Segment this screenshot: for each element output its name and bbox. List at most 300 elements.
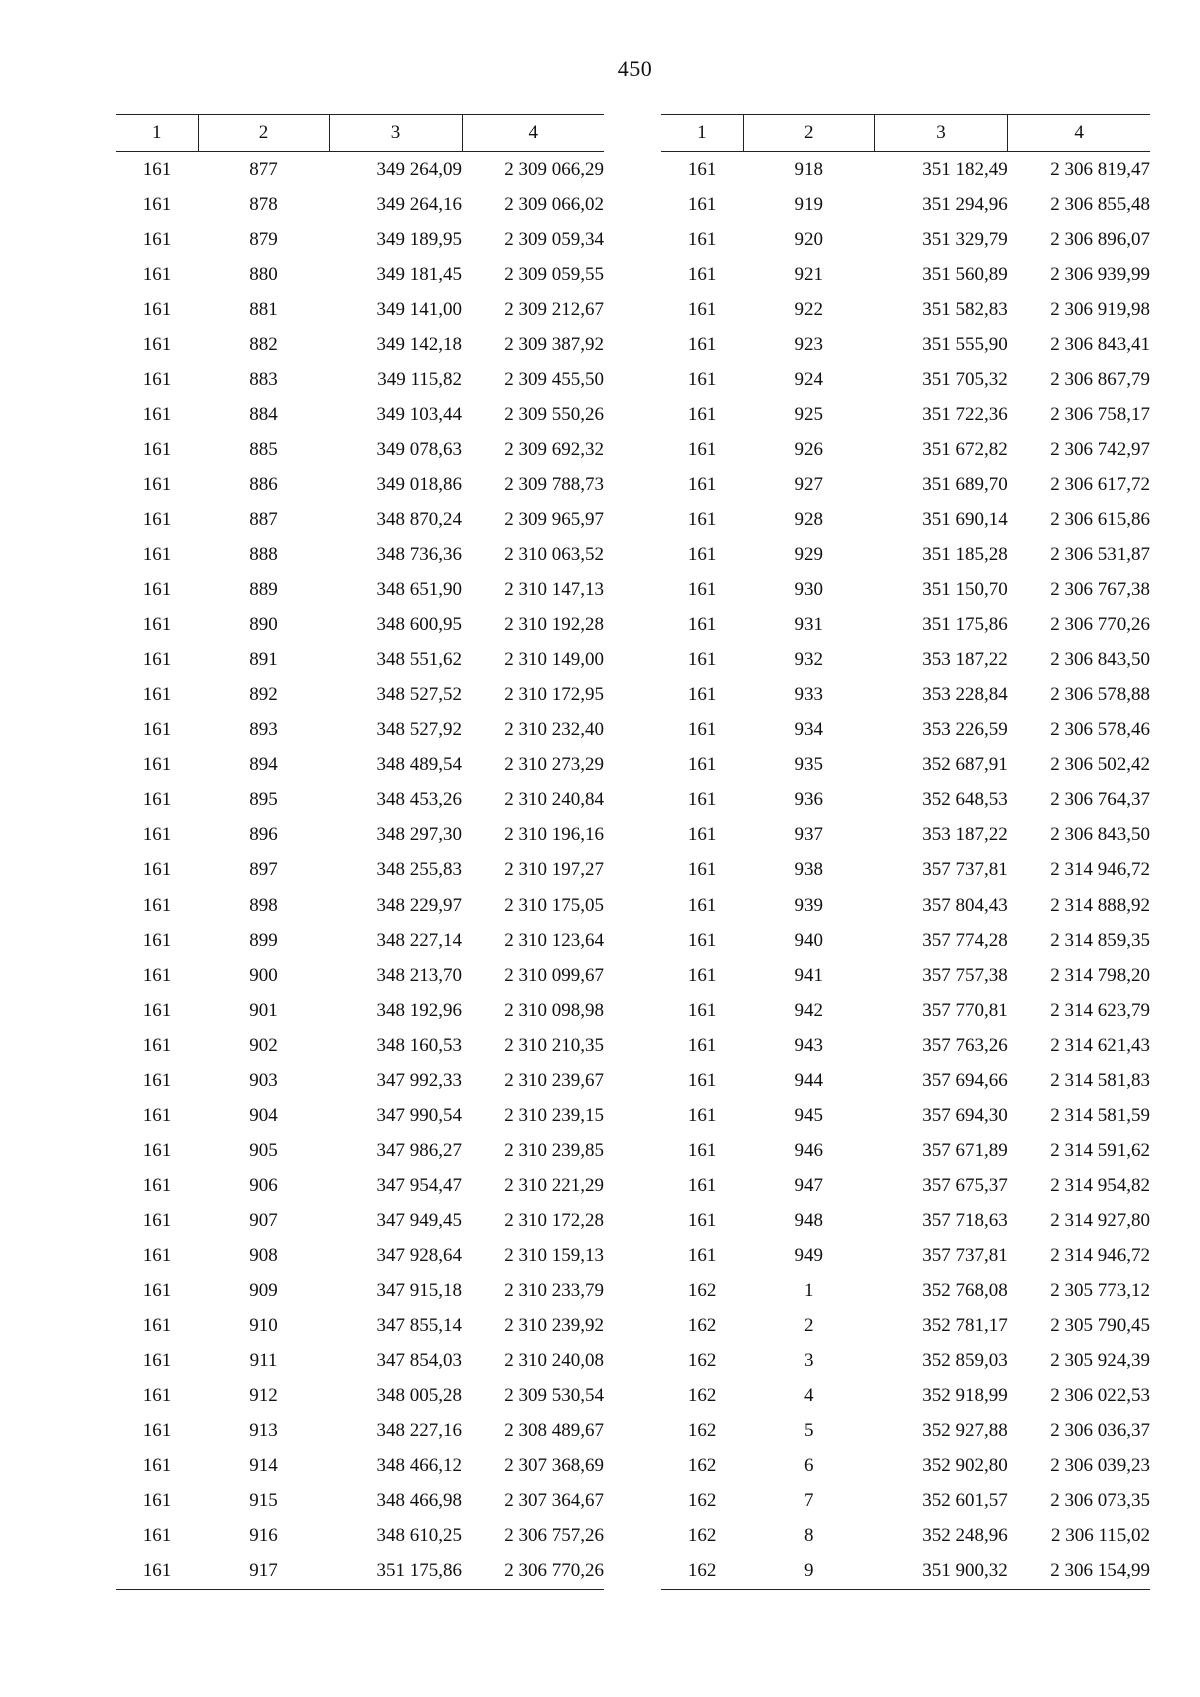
cell-coordinate-y: 2 306 615,86 [1050,508,1150,530]
cell-coordinate-x: 348 227,14 [376,929,462,951]
cell-polygon-number: 162 [687,1280,717,1302]
cell-coordinate-y: 2 314 591,62 [1050,1139,1150,1161]
cell-polygon-number: 161 [687,579,717,601]
cell-polygon-number: 161 [142,298,172,320]
cell-polygon-number: 161 [142,1525,172,1547]
cell-point-number: 917 [198,1554,329,1590]
cell-coordinate-x: 348 227,16 [376,1420,462,1442]
cell-coordinate-y: 2 306 843,50 [1050,649,1150,671]
column-header: 1 [661,115,743,152]
table-row [661,1379,1150,1414]
cell-point-number: 907 [249,1209,278,1231]
cell-polygon-number: 161 [142,824,172,846]
table-row [661,467,1150,502]
table-row [116,1484,604,1519]
cell-point-number: 892 [249,684,278,706]
cell-point-number: 6 [804,1455,814,1477]
cell-polygon-number: 161 [116,1554,198,1590]
cell-polygon-number: 161 [142,1490,172,1512]
cell-point-number: 936 [794,789,824,811]
cell-polygon-number: 161 [687,1034,717,1056]
cell-coordinate-y: 2 314 621,43 [1050,1034,1150,1056]
cell-polygon-number: 161 [142,649,172,671]
cell-coordinate-x: 351 175,86 [922,614,1008,636]
cell-coordinate-y: 2 306 896,07 [1050,228,1150,250]
table-row [116,1063,604,1098]
cell-coordinate-x: 348 297,30 [376,824,462,846]
cell-coordinate-x: 351 672,82 [922,438,1008,460]
cell-coordinate-y: 2 309 692,32 [504,438,604,460]
cell-coordinate-y: 2 314 888,92 [1050,894,1150,916]
cell-coordinate-y: 2 314 927,80 [1050,1209,1150,1231]
cell-coordinate-x: 357 694,30 [922,1104,1008,1126]
cell-polygon-number: 161 [142,789,172,811]
cell-polygon-number: 161 [687,473,717,495]
cell-polygon-number: 161 [142,1034,172,1056]
table-row [116,1379,604,1414]
cell-coordinate-x: 347 954,47 [376,1174,462,1196]
cell-coordinate-x: 351 175,86 [329,1554,462,1590]
cell-coordinate-y: 2 310 063,52 [504,544,604,566]
table-row [661,1344,1150,1379]
cell-coordinate-x: 348 527,92 [376,719,462,741]
cell-coordinate-x: 347 949,45 [376,1209,462,1231]
cell-coordinate-y: 2 310 099,67 [504,964,604,986]
cell-coordinate-y: 2 306 819,47 [1050,158,1150,180]
table-row [661,292,1150,327]
cell-point-number: 919 [794,193,824,215]
cell-coordinate-x: 348 870,24 [376,508,462,530]
column-header: 2 [198,115,329,152]
cell-coordinate-x: 348 527,52 [376,684,462,706]
cell-polygon-number: 161 [142,684,172,706]
cell-coordinate-x: 349 078,63 [376,438,462,460]
cell-point-number: 911 [249,1350,278,1372]
cell-polygon-number: 161 [142,1455,172,1477]
cell-point-number: 4 [804,1385,814,1407]
cell-coordinate-x: 349 115,82 [377,368,462,390]
table-row [661,1098,1150,1133]
cell-coordinate-y: 2 314 623,79 [1050,999,1150,1021]
cell-coordinate-x: 348 551,62 [376,649,462,671]
table-row [116,783,604,818]
cell-coordinate-x: 357 763,26 [922,1034,1008,1056]
cell-coordinate-y: 2 308 489,67 [504,1420,604,1442]
cell-polygon-number: 161 [687,368,717,390]
cell-coordinate-x: 348 466,12 [376,1455,462,1477]
cell-coordinate-y: 2 306 767,38 [1050,579,1150,601]
cell-point-number: 938 [794,859,824,881]
cell-coordinate-y: 2 309 530,54 [504,1385,604,1407]
table-row [661,1484,1150,1519]
table-row [661,643,1150,678]
cell-coordinate-x: 352 601,57 [922,1490,1008,1512]
table-row [661,1554,1150,1590]
table-row [116,1203,604,1238]
cell-coordinate-y: 2 305 924,39 [1050,1350,1150,1372]
cell-coordinate-y: 2 306 022,53 [1050,1385,1150,1407]
table-row [661,1063,1150,1098]
cell-polygon-number: 162 [687,1315,717,1337]
cell-coordinate-x: 357 675,37 [922,1174,1008,1196]
cell-point-number: 887 [249,508,278,530]
table-row [661,958,1150,993]
cell-coordinate-x: 348 192,96 [376,999,462,1021]
cell-coordinate-x: 351 329,79 [922,228,1008,250]
cell-point-number: 943 [794,1034,824,1056]
cell-polygon-number: 161 [687,929,717,951]
table-row [661,187,1150,222]
cell-point-number: 891 [249,649,278,671]
table-row [661,1449,1150,1484]
cell-point-number: 904 [249,1104,278,1126]
column-header: 2 [743,115,874,152]
cell-coordinate-y: 2 310 192,28 [504,614,604,636]
cell-polygon-number: 161 [687,438,717,460]
cell-polygon-number: 161 [142,1139,172,1161]
cell-point-number: 885 [249,438,278,460]
cell-coordinate-y: 2 310 232,40 [504,719,604,741]
cell-point-number: 910 [249,1315,278,1337]
cell-polygon-number: 161 [687,1139,717,1161]
cell-polygon-number: 161 [142,1244,172,1266]
cell-coordinate-y: 2 310 239,85 [504,1139,604,1161]
cell-point-number: 893 [249,719,278,741]
cell-polygon-number: 161 [687,228,717,250]
cell-coordinate-x: 351 560,89 [922,263,1008,285]
table-row [116,1344,604,1379]
cell-point-number: 1 [804,1280,814,1302]
cell-coordinate-x: 351 182,49 [922,158,1008,180]
table-row [661,608,1150,643]
cell-coordinate-x: 348 453,26 [376,789,462,811]
cell-coordinate-x: 349 018,86 [376,473,462,495]
cell-coordinate-y: 2 306 531,87 [1050,544,1150,566]
cell-point-number: 922 [794,298,824,320]
cell-point-number: 903 [249,1069,278,1091]
table-row [116,538,604,573]
cell-coordinate-y: 2 306 843,41 [1050,333,1150,355]
cell-coordinate-y: 2 309 066,29 [504,158,604,180]
table-row [116,1309,604,1344]
cell-coordinate-x: 349 264,09 [376,158,462,180]
table-row [661,502,1150,537]
cell-point-number: 931 [794,614,824,636]
cell-point-number: 879 [249,228,278,250]
cell-coordinate-y: 2 310 159,13 [504,1244,604,1266]
cell-coordinate-x: 352 902,80 [922,1455,1008,1477]
table-row [116,573,604,608]
cell-coordinate-y: 2 309 059,34 [504,228,604,250]
cell-point-number: 914 [249,1455,278,1477]
table-row [116,1554,604,1590]
cell-coordinate-y: 2 310 239,67 [504,1069,604,1091]
cell-point-number: 880 [249,263,278,285]
column-header: 1 [116,115,198,152]
table-row [116,1449,604,1484]
cell-polygon-number: 161 [687,508,717,530]
cell-coordinate-x: 357 694,66 [922,1069,1008,1091]
cell-coordinate-x: 353 187,22 [922,824,1008,846]
cell-coordinate-y: 2 307 364,67 [504,1490,604,1512]
cell-polygon-number: 161 [687,1244,717,1266]
cell-coordinate-y: 2 306 758,17 [1050,403,1150,425]
cell-point-number: 902 [249,1034,278,1056]
table-row [116,713,604,748]
cell-coordinate-x: 348 005,28 [376,1385,462,1407]
table-row [116,888,604,923]
cell-coordinate-y: 2 306 578,46 [1050,719,1150,741]
table-row [116,923,604,958]
cell-coordinate-y: 2 309 788,73 [504,473,604,495]
cell-point-number: 947 [794,1174,824,1196]
cell-coordinate-y: 2 306 073,35 [1050,1490,1150,1512]
table-row [116,993,604,1028]
table-row [661,1133,1150,1168]
cell-coordinate-y: 2 310 098,98 [504,999,604,1021]
column-header: 3 [874,115,1007,152]
cell-coordinate-y: 2 310 210,35 [504,1034,604,1056]
cell-point-number: 934 [794,719,824,741]
cell-coordinate-x: 351 555,90 [922,333,1008,355]
cell-polygon-number: 161 [142,403,172,425]
cell-coordinate-y: 2 305 773,12 [1050,1280,1150,1302]
cell-point-number: 927 [794,473,824,495]
table-row [661,397,1150,432]
cell-coordinate-y: 2 310 197,27 [504,859,604,881]
cell-point-number: 945 [794,1104,824,1126]
cell-point-number: 913 [249,1420,278,1442]
cell-polygon-number: 161 [687,1174,717,1196]
cell-coordinate-y: 2 306 867,79 [1050,368,1150,390]
cell-point-number: 882 [249,333,278,355]
table-row [116,362,604,397]
cell-point-number: 932 [794,649,824,671]
table-row [661,1309,1150,1344]
cell-point-number: 9 [743,1554,874,1590]
cell-coordinate-x: 353 226,59 [922,719,1008,741]
cell-coordinate-x: 357 671,89 [922,1139,1008,1161]
cell-point-number: 939 [794,894,824,916]
cell-coordinate-y: 2 306 617,72 [1050,473,1150,495]
table-row [661,1519,1150,1554]
table-body [661,152,1150,1590]
table-body [116,152,604,1590]
table-row [661,573,1150,608]
cell-point-number: 884 [249,403,278,425]
cell-coordinate-y: 2 306 578,88 [1050,684,1150,706]
cell-coordinate-x: 352 768,08 [922,1280,1008,1302]
table-row [116,502,604,537]
table-row [116,432,604,467]
table-row [661,1028,1150,1063]
table-row [116,1414,604,1449]
cell-coordinate-y: 2 310 239,15 [504,1104,604,1126]
cell-point-number: 946 [794,1139,824,1161]
table-row [116,1133,604,1168]
table-row [116,1274,604,1309]
table-row [661,923,1150,958]
cell-coordinate-y: 2 309 387,92 [504,333,604,355]
cell-coordinate-x: 351 900,32 [874,1554,1007,1590]
table-row [661,1238,1150,1273]
cell-coordinate-y: 2 310 240,84 [504,789,604,811]
cell-coordinate-x: 349 142,18 [376,333,462,355]
cell-polygon-number: 161 [687,999,717,1021]
cell-point-number: 900 [249,964,278,986]
cell-coordinate-x: 352 781,17 [922,1315,1008,1337]
cell-coordinate-y: 2 306 770,26 [1050,614,1150,636]
cell-point-number: 7 [804,1490,814,1512]
cell-point-number: 941 [794,964,824,986]
cell-coordinate-x: 348 255,83 [376,859,462,881]
table-row [661,748,1150,783]
cell-coordinate-x: 347 855,14 [376,1315,462,1337]
cell-point-number: 881 [249,298,278,320]
cell-coordinate-x: 352 248,96 [922,1525,1008,1547]
cell-polygon-number: 162 [687,1525,717,1547]
coordinates-table-left [116,114,604,1590]
cell-point-number: 924 [794,368,824,390]
cell-coordinate-y: 2 306 919,98 [1050,298,1150,320]
table-row [661,713,1150,748]
cell-polygon-number: 161 [142,614,172,636]
cell-coordinate-y: 2 310 172,28 [504,1209,604,1231]
table-row [661,222,1150,257]
cell-coordinate-x: 351 690,14 [922,508,1008,530]
table-row [661,327,1150,362]
cell-coordinate-x: 352 927,88 [922,1420,1008,1442]
cell-polygon-number: 161 [687,964,717,986]
table-row [661,1414,1150,1449]
cell-coordinate-y: 2 306 855,48 [1050,193,1150,215]
table-row [661,783,1150,818]
cell-coordinate-x: 351 689,70 [922,473,1008,495]
cell-point-number: 923 [794,333,824,355]
cell-polygon-number: 162 [661,1554,743,1590]
cell-point-number: 888 [249,544,278,566]
cell-coordinate-y: 2 306 742,97 [1050,438,1150,460]
table-row [116,327,604,362]
cell-coordinate-x: 348 466,98 [376,1490,462,1512]
table-row [661,1274,1150,1309]
cell-polygon-number: 161 [142,964,172,986]
cell-polygon-number: 161 [142,263,172,285]
cell-point-number: 942 [794,999,824,1021]
cell-point-number: 899 [249,929,278,951]
cell-coordinate-x: 351 705,32 [922,368,1008,390]
cell-polygon-number: 161 [142,333,172,355]
cell-coordinate-x: 352 687,91 [922,754,1008,776]
table-row [116,222,604,257]
table-row [116,257,604,292]
cell-coordinate-y: 2 310 233,79 [504,1280,604,1302]
cell-point-number: 905 [249,1139,278,1161]
cell-point-number: 920 [794,228,824,250]
table-row [661,362,1150,397]
coordinates-table-right [661,114,1150,1590]
table-row [116,678,604,713]
cell-coordinate-x: 353 228,84 [922,684,1008,706]
table-header-row [116,115,604,152]
table-row [116,187,604,222]
cell-coordinate-x: 357 737,81 [922,1244,1008,1266]
cell-polygon-number: 161 [142,508,172,530]
cell-point-number: 883 [249,368,278,390]
cell-polygon-number: 161 [142,368,172,390]
cell-polygon-number: 161 [687,333,717,355]
cell-coordinate-x: 347 986,27 [376,1139,462,1161]
cell-polygon-number: 161 [142,1420,172,1442]
cell-coordinate-x: 353 187,22 [922,649,1008,671]
cell-polygon-number: 161 [687,789,717,811]
cell-coordinate-y: 2 309 455,50 [504,368,604,390]
cell-coordinate-y: 2 309 550,26 [504,403,604,425]
cell-point-number: 908 [249,1244,278,1266]
cell-coordinate-y: 2 309 059,55 [504,263,604,285]
table-row [116,152,604,188]
cell-coordinate-y: 2 314 798,20 [1050,964,1150,986]
cell-coordinate-y: 2 309 212,67 [504,298,604,320]
cell-point-number: 926 [794,438,824,460]
cell-polygon-number: 162 [687,1420,717,1442]
cell-point-number: 897 [249,859,278,881]
cell-coordinate-y: 2 310 175,05 [504,894,604,916]
cell-polygon-number: 161 [142,1280,172,1302]
cell-coordinate-x: 357 770,81 [922,999,1008,1021]
cell-coordinate-x: 349 181,45 [376,263,462,285]
cell-polygon-number: 161 [142,894,172,916]
table-row [661,432,1150,467]
cell-polygon-number: 161 [687,824,717,846]
cell-polygon-number: 161 [142,999,172,1021]
cell-coordinate-x: 348 160,53 [376,1034,462,1056]
cell-polygon-number: 161 [687,1069,717,1091]
cell-polygon-number: 161 [687,894,717,916]
page-number: 450 [617,56,653,81]
cell-coordinate-x: 351 294,96 [922,193,1008,215]
cell-polygon-number: 161 [687,298,717,320]
cell-point-number: 886 [249,473,278,495]
cell-coordinate-y: 2 310 149,00 [504,649,604,671]
cell-point-number: 898 [249,894,278,916]
cell-point-number: 918 [794,158,824,180]
cell-point-number: 935 [794,754,824,776]
cell-polygon-number: 161 [687,263,717,285]
cell-coordinate-y: 2 310 123,64 [504,929,604,951]
cell-polygon-number: 161 [687,158,717,180]
cell-polygon-number: 161 [142,579,172,601]
cell-coordinate-x: 351 582,83 [922,298,1008,320]
cell-point-number: 916 [249,1525,278,1547]
cell-coordinate-x: 349 103,44 [376,403,462,425]
cell-polygon-number: 161 [142,438,172,460]
cell-coordinate-x: 348 610,25 [376,1525,462,1547]
cell-polygon-number: 161 [142,719,172,741]
table-row [661,257,1150,292]
cell-coordinate-x: 351 185,28 [922,544,1008,566]
table-row [116,1098,604,1133]
cell-point-number: 940 [794,929,824,951]
cell-coordinate-y: 2 314 581,83 [1050,1069,1150,1091]
cell-coordinate-y: 2 314 581,59 [1050,1104,1150,1126]
cell-coordinate-y: 2 309 965,97 [504,508,604,530]
cell-polygon-number: 162 [687,1350,717,1372]
cell-coordinate-x: 357 737,81 [922,859,1008,881]
cell-polygon-number: 161 [687,614,717,636]
table-row [116,397,604,432]
cell-coordinate-x: 349 264,16 [376,193,462,215]
